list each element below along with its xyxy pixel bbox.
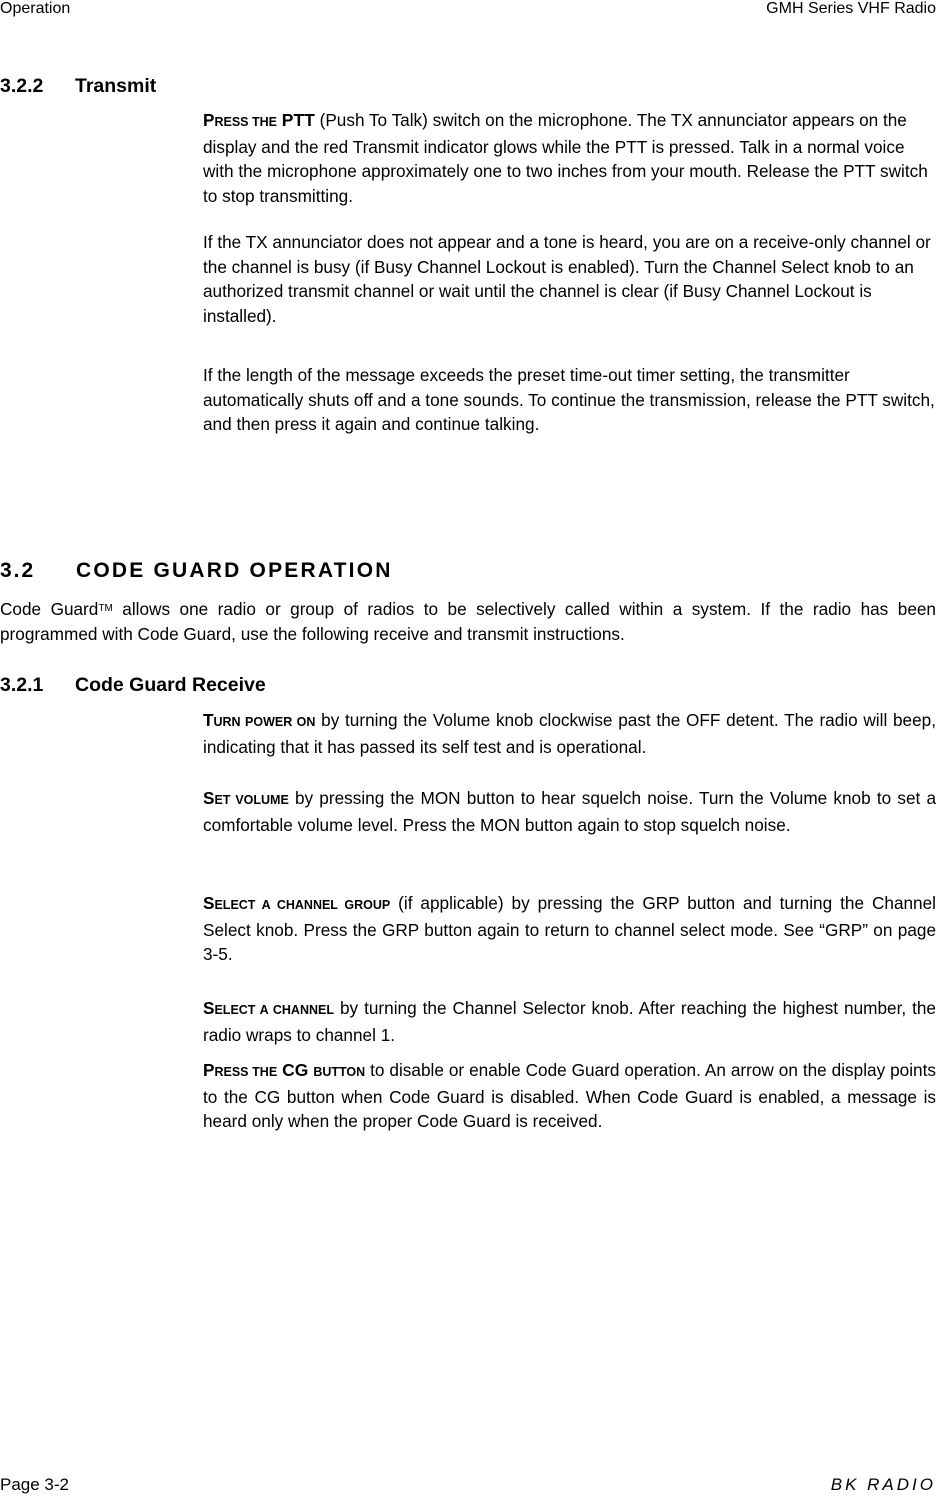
lead-key: PTT <box>281 110 315 130</box>
code-guard-heading <box>0 558 393 584</box>
step-lead-in <box>203 998 334 1018</box>
step-text: (if applicable) by pressing the GRP button and turning the Channel Select knob. Press the GRP button again to return to channel select mode. See “GRP” on page 3-5. <box>203 893 936 964</box>
receive-step-select-channel <box>203 996 936 1047</box>
transmit-lead-in <box>203 110 315 130</box>
receive-heading-title: Code Guard Receive <box>75 674 266 696</box>
transmit-paragraph-3: If the length of the message exceeds the preset time-out timer setting, the transmitter automatically shuts off and a tone sounds. To continue the transmission, release the PTT switch, and then press it again and continue talking. <box>203 365 935 434</box>
lead-initial: T <box>203 710 214 730</box>
step-text: to disable or enable Code Guard operation. An arrow on the display points to the CG button when Code Guard is disabled. When Code Guard is enabled, a message is heard only when the proper Code Guard is received. <box>203 1060 936 1131</box>
receive-step-select-channel-group <box>203 891 936 967</box>
receive-step-turn-power-on <box>203 708 936 759</box>
lead-smallcaps: URN POWER ON <box>213 715 316 729</box>
transmit-heading-number: 3.2.2 <box>0 75 44 97</box>
transmit-heading-title: Transmit <box>75 75 157 97</box>
lead-smallcaps: ET VOLUME <box>214 793 289 807</box>
receive-step-press-cg-button <box>203 1058 936 1134</box>
receive-heading-number: 3.2.1 <box>0 674 44 696</box>
lead-initial: S <box>203 893 215 913</box>
receive-heading <box>0 673 266 697</box>
lead-key: CG <box>282 1060 309 1080</box>
transmit-paragraph-1 <box>203 108 936 208</box>
lead-smallcaps: ELECT A CHANNEL <box>214 1003 334 1017</box>
footer-brand: BK RADIO <box>830 1475 936 1494</box>
code-guard-heading-number: 3.2 <box>0 559 36 582</box>
receive-step-set-volume <box>203 786 936 837</box>
lead-smallcaps: ELECT A CHANNEL GROUP <box>214 898 391 912</box>
step-text: by pressing the MON button to hear squelch noise. Turn the Volume knob to set a comfortable volume level. Press the MON button again to stop squelch noise. <box>203 788 936 835</box>
step-text: by turning the Volume knob clockwise past the OFF detent. The radio will beep, indicating that it has passed its self test and is operational. <box>203 710 936 757</box>
step-text: by turning the Channel Selector knob. After reaching the highest number, the radio wraps to channel 1. <box>203 998 936 1045</box>
lead-initial: P <box>203 110 215 130</box>
code-guard-intro <box>0 597 936 646</box>
page-number: Page 3-2 <box>0 1475 69 1494</box>
transmit-heading <box>0 74 156 98</box>
lead-smallcaps: RESS THE <box>214 1065 278 1079</box>
lead-initial: P <box>203 1060 215 1080</box>
lead-smallcaps-2: BUTTON <box>313 1065 366 1079</box>
lead-smallcaps: RESS THE <box>214 115 277 129</box>
page-header-section: Operation <box>0 0 71 17</box>
trademark-mark: TM <box>98 603 113 614</box>
code-guard-heading-title: CODE GUARD OPERATION <box>76 559 393 582</box>
lead-initial: S <box>203 998 215 1018</box>
step-lead-in <box>203 710 315 730</box>
page-header-title: GMH Series VHF Radio <box>766 0 936 17</box>
lead-initial: S <box>203 788 215 808</box>
transmit-paragraph-2: If the TX annunciator does not appear and a tone is heard, you are on a receive-only channel or the channel is busy (if Busy Channel Lockout is enabled). Turn the Channel Select knob to an authorized transmit channel or wait until the channel is clear (if Busy Channel Lockout is installed). <box>203 232 931 326</box>
code-guard-intro-text: allows one radio or group of radios to be selectively called within a system. If the radio has been programmed with Code Guard, use the following receive and transmit instructions. <box>0 599 936 644</box>
step-lead-in <box>203 788 289 808</box>
step-lead-in <box>203 893 390 913</box>
step-lead-in <box>203 1060 365 1080</box>
transmit-p1-text: (Push To Talk) switch on the microphone. The TX annunciator appears on the display and the red Transmit indicator glows while the PTT is pressed. Talk in a normal voice with the microphone approximately one to two inches from your mouth. Release the PTT switch to stop transmitting. <box>203 110 928 206</box>
code-guard-name: Code Guard <box>0 599 99 619</box>
